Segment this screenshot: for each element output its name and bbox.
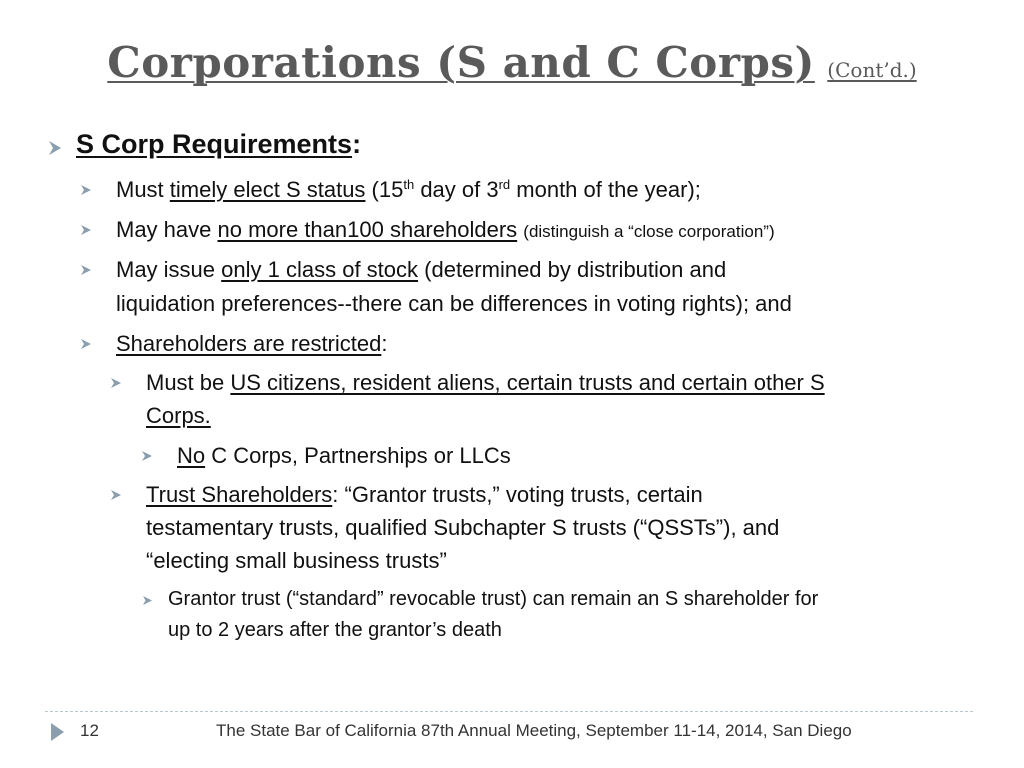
stock-bullet-line2: liquidation preferences--there can be differences in voting rights); and: [116, 291, 792, 316]
trust-bullet: Trust Shareholders: “Grantor trusts,” voting trusts, certain: [146, 482, 703, 507]
holders-bullet: May have no more than100 shareholders (distinguish a “close corporation”): [116, 217, 775, 242]
stock-bullet: May issue only 1 class of stock (determined by distribution and: [116, 257, 727, 282]
page-number: 12: [80, 721, 99, 740]
chevron-arrow-icon: [47, 140, 63, 156]
chevron-arrow-icon: [80, 224, 92, 236]
chevron-arrow-icon: [110, 377, 122, 389]
heading-label: S Corp Requirements: [76, 129, 353, 159]
citizens-bullet-line2: Corps.: [146, 403, 211, 428]
grantor-bullet: Grantor trust (“standard” revocable trust) can remain an S shareholder for: [168, 588, 819, 610]
no-ccorps-bullet: No C Corps, Partnerships or LLCs: [177, 443, 511, 468]
title-main: Corporations (S and C Corps): [107, 38, 815, 87]
chevron-arrow-icon: [141, 450, 153, 462]
chevron-arrow-icon: [80, 338, 92, 350]
footer-divider: [45, 711, 973, 712]
heading-bullet: S Corp Requirements:: [76, 129, 362, 159]
triangle-arrow-icon: [51, 723, 64, 741]
slide-title: [0, 38, 1024, 87]
citizens-bullet: Must be US citizens, resident aliens, certain trusts and certain other S: [146, 370, 825, 395]
chevron-arrow-icon: [80, 264, 92, 276]
chevron-arrow-icon: [80, 184, 92, 196]
chevron-arrow-icon: [142, 595, 153, 606]
trust-bullet-line2: testamentary trusts, qualified Subchapter S trusts (“QSSTs”), and: [146, 515, 780, 540]
restricted-bullet: Shareholders are restricted:: [116, 331, 388, 356]
footer-text: The State Bar of California 87th Annual Meeting, September 11-14, 2014, San Diego: [216, 721, 852, 740]
title-sub: (Cont’d.): [827, 58, 917, 82]
trust-bullet-line3: “electing small business trusts”: [146, 548, 447, 573]
elect-bullet: Must timely elect S status (15th day of 3rd month of the year);: [116, 177, 701, 202]
chevron-arrow-icon: [110, 489, 122, 501]
grantor-bullet-line2: up to 2 years after the grantor’s death: [168, 619, 502, 641]
